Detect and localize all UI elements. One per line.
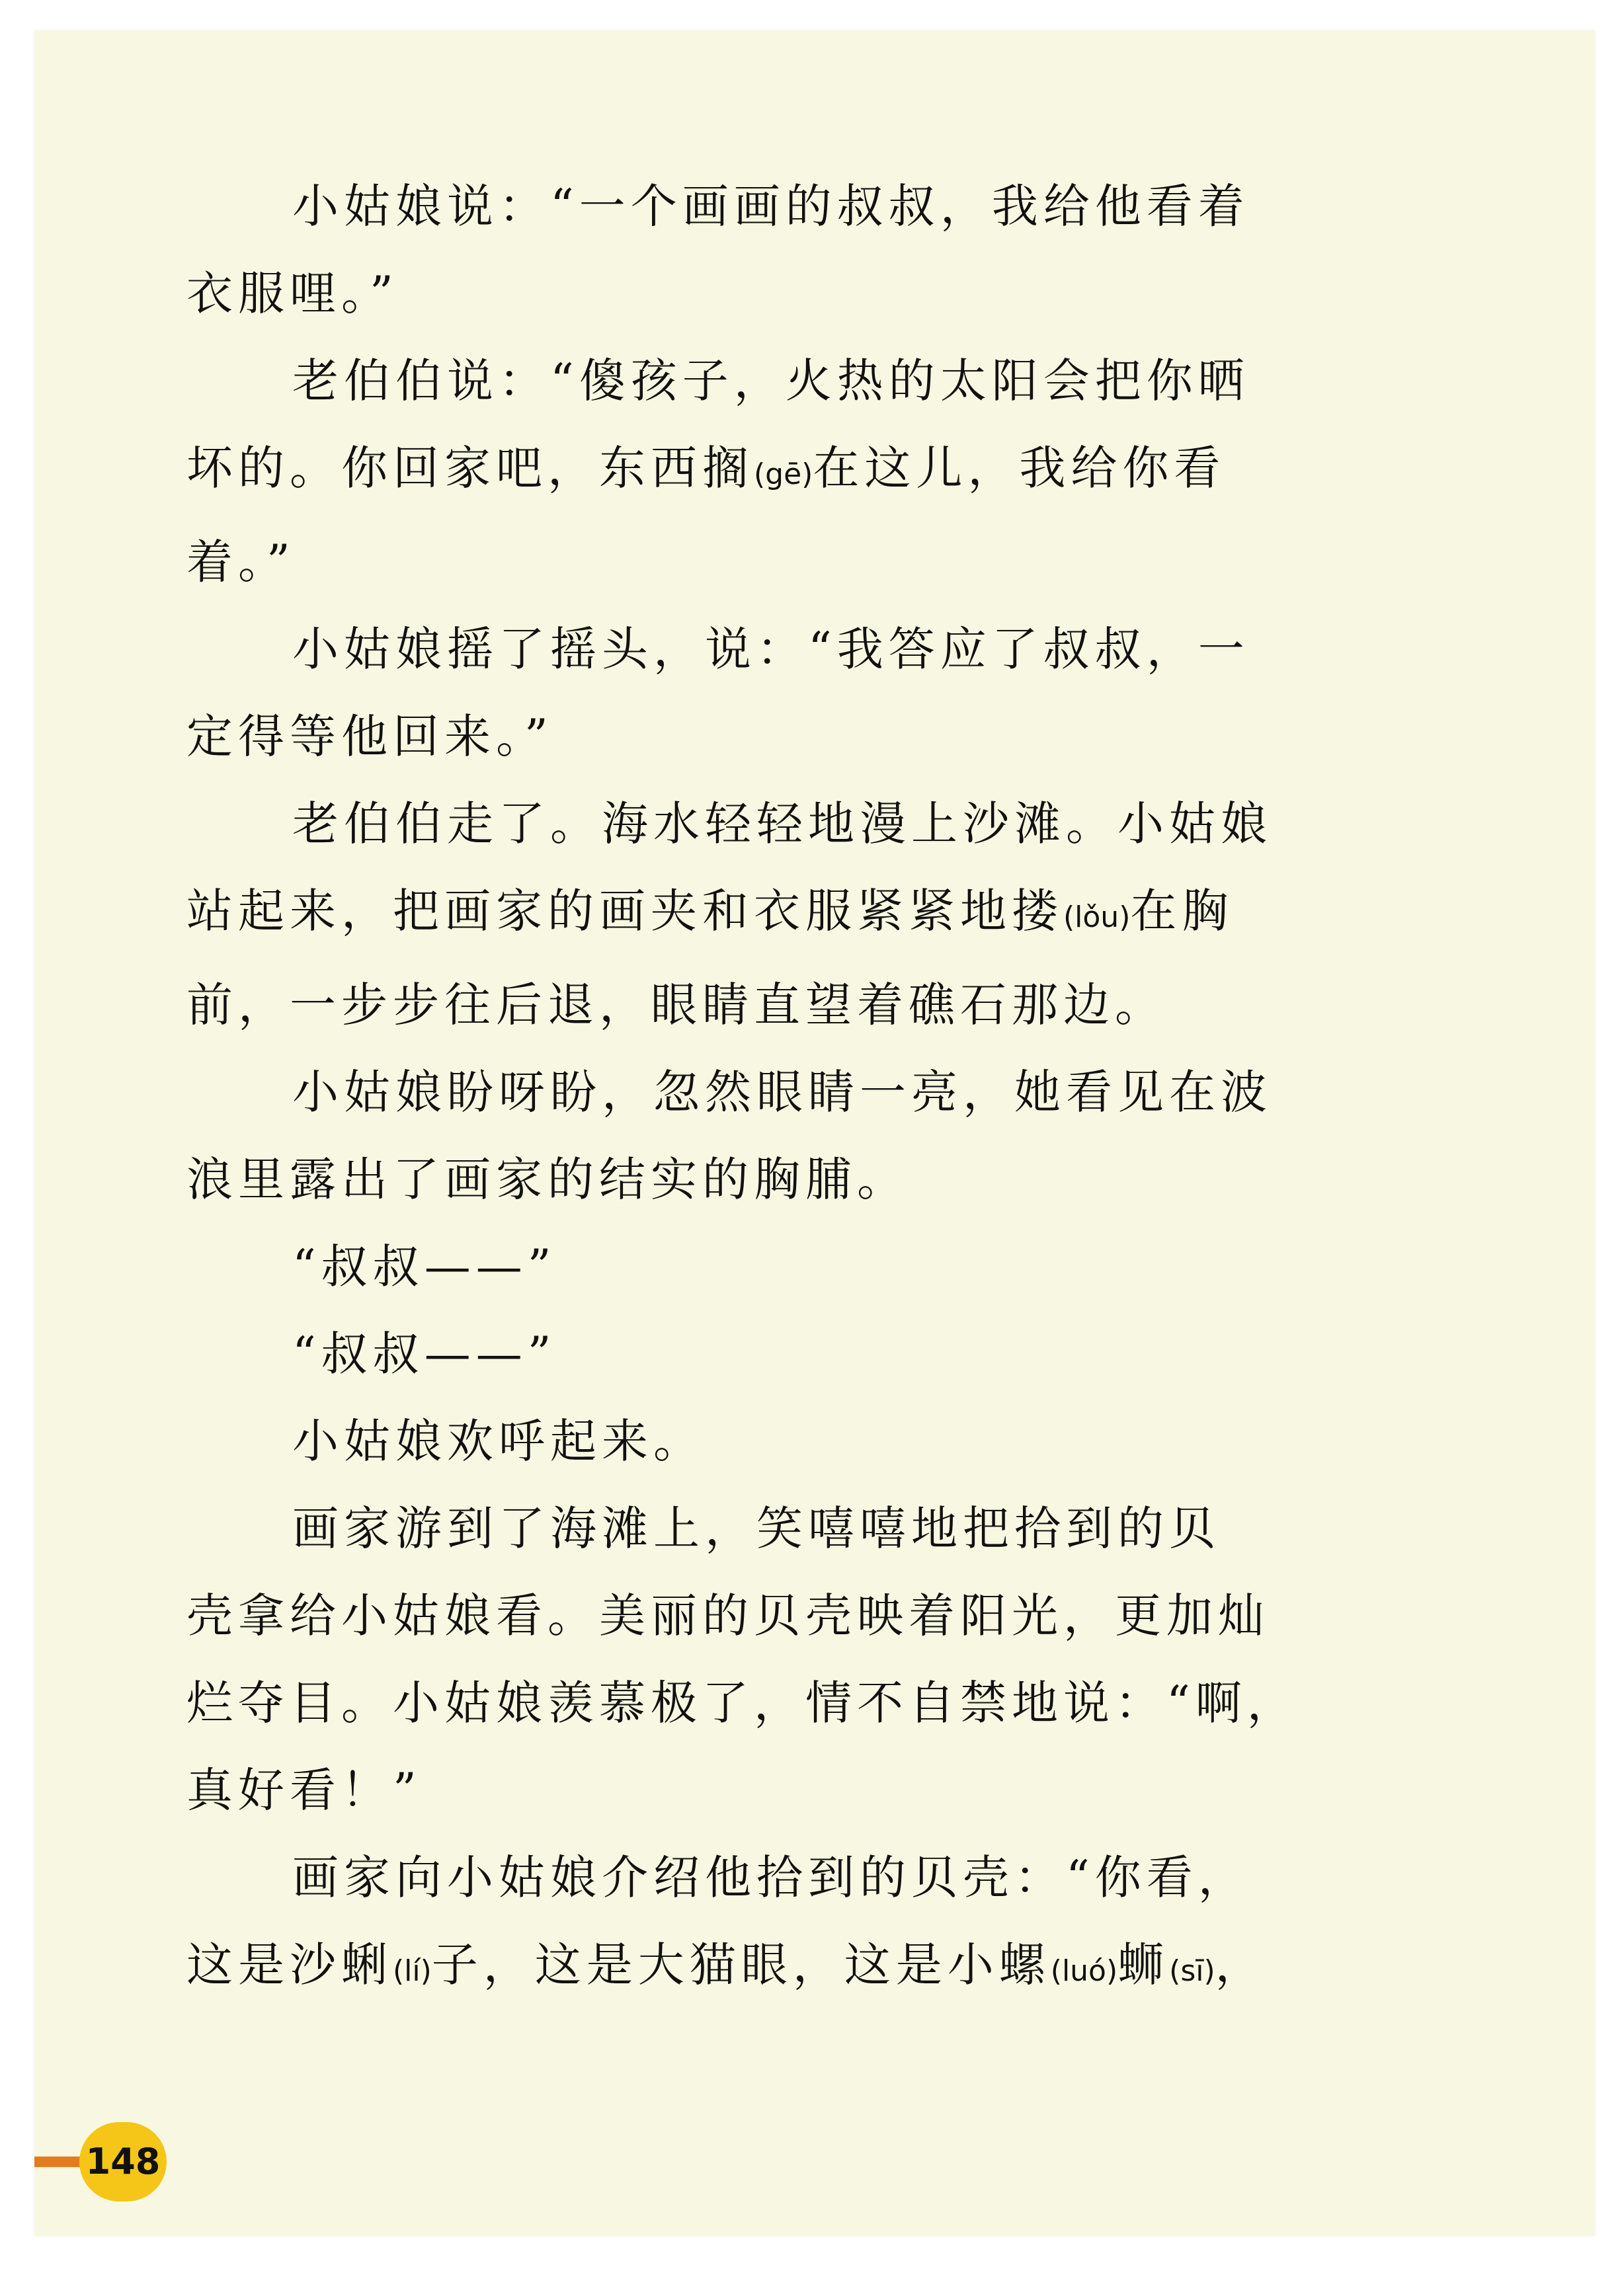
pinyin-annotation: (lǒu) — [1063, 900, 1131, 934]
page-number-bar — [34, 2157, 84, 2167]
paragraph-line: 定得等他回来。” — [186, 709, 553, 764]
pinyin-annotation: (sī) — [1169, 1954, 1215, 1988]
paragraph-line: 前，一步步往后退，眼睛直望着礁石那边。 — [186, 978, 1166, 1032]
paragraph-line: 老伯伯说：“傻孩子，火热的太阳会把你晒 — [292, 354, 1250, 408]
paragraph-line: 烂夺目。小姑娘羡慕极了，情不自禁地说：“啊， — [186, 1676, 1299, 1730]
story-text — [186, 163, 1496, 2015]
paragraph-line: 衣服哩。” — [186, 266, 399, 321]
paragraph-line: 小姑娘欢呼起来。 — [292, 1414, 705, 1468]
paragraph-line: 着。” — [186, 535, 296, 589]
paragraph-line: 坏的。你回家吧，东西搁(gē)在这儿，我给你看 — [186, 441, 1226, 495]
paragraph-line: 小姑娘盼呀盼，忽然眼睛一亮，她看见在波 — [292, 1065, 1272, 1119]
paragraph-line: 浪里露出了画家的结实的胸脯。 — [186, 1152, 909, 1207]
paragraph-line: 站起来，把画家的画夹和衣服紧紧地搂(lǒu)在胸 — [186, 884, 1234, 938]
page-number: 148 — [79, 2122, 167, 2201]
pinyin-annotation: (lí) — [393, 1954, 432, 1988]
paragraph-line: 这是沙蜊(lí)子，这是大猫眼，这是小螺(luó)蛳(sī)， — [186, 1938, 1267, 1992]
paragraph-line: 老伯伯走了。海水轻轻地漫上沙滩。小姑娘 — [292, 797, 1272, 851]
book-page — [34, 30, 1595, 2236]
paragraph-line: 画家游到了海滩上，笑嘻嘻地把拾到的贝 — [292, 1501, 1221, 1556]
pinyin-annotation: (luó) — [1050, 1954, 1118, 1988]
paragraph-line: “叔叔——” — [292, 1240, 557, 1294]
pinyin-annotation: (gē) — [754, 457, 813, 491]
paragraph-line: 小姑娘摇了摇头，说：“我答应了叔叔，一 — [292, 622, 1250, 676]
paragraph-line: “叔叔——” — [292, 1327, 557, 1381]
paragraph-line: 真好看！” — [186, 1763, 422, 1817]
paragraph-line: 画家向小姑娘介绍他拾到的贝壳：“你看， — [292, 1850, 1250, 1905]
paragraph-line: 小姑娘说：“一个画画的叔叔，我给他看着 — [292, 179, 1250, 233]
paragraph-line: 壳拿给小姑娘看。美丽的贝壳映着阳光，更加灿 — [186, 1589, 1270, 1643]
